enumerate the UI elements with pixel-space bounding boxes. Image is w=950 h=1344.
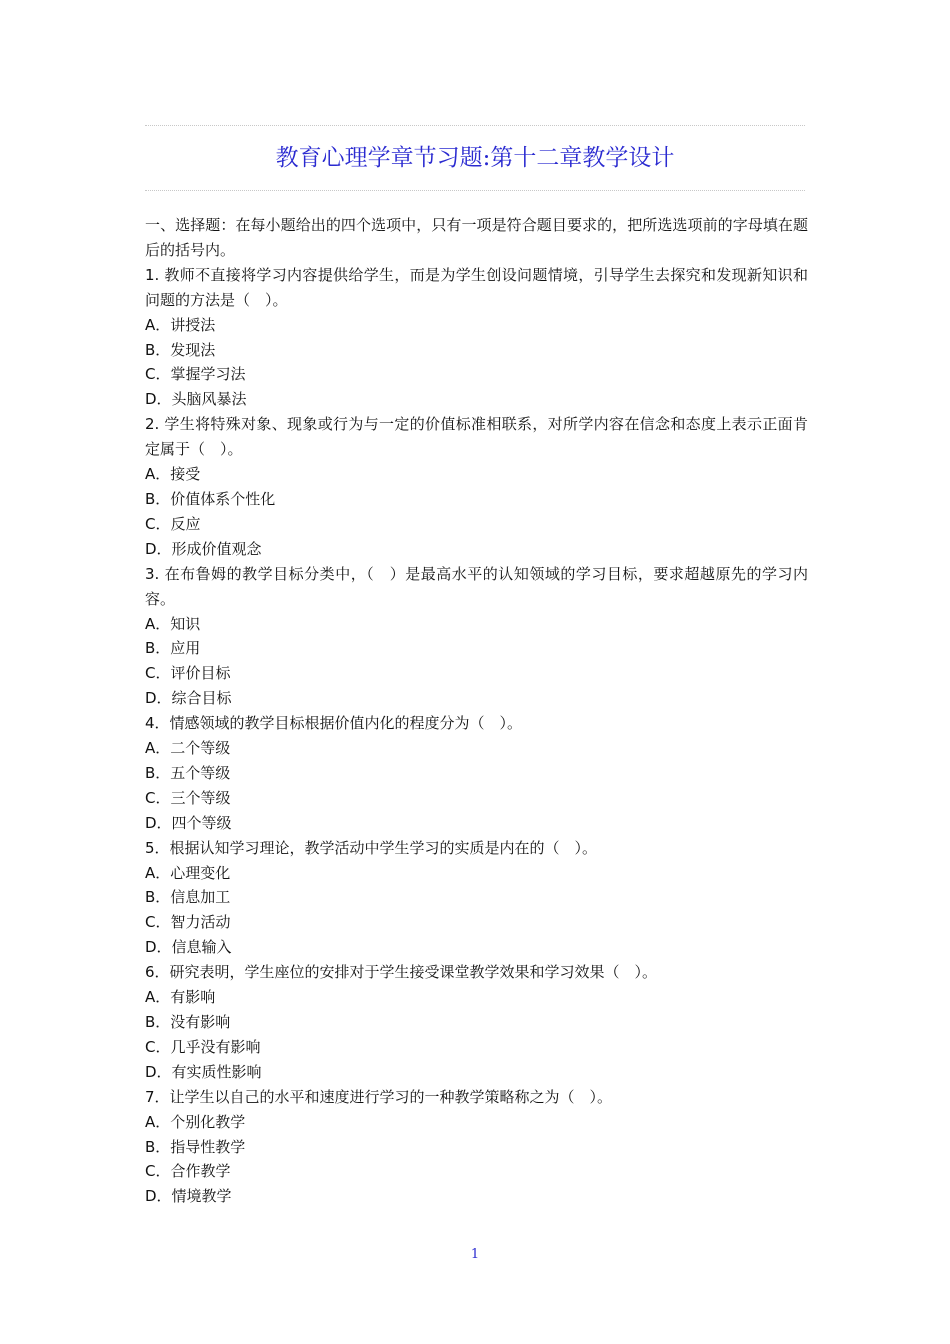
answer-option: C．反应 (145, 514, 201, 533)
answer-option: A．知识 (145, 614, 201, 633)
answer-option: A．讲授法 (145, 315, 216, 334)
question-block (145, 836, 808, 961)
question-text: 2. 学生将特殊对象、现象或行为与一定的价值标准相联系，对所学内容在信念和态度上表示正面肯定属于（ ）。 (145, 415, 808, 459)
question-list (145, 263, 808, 1209)
question-text: 5．根据认知学习理论，教学活动中学生学习的实质是内在的（ ）。 (145, 838, 598, 857)
answer-option: C．几乎没有影响 (145, 1037, 261, 1056)
answer-option: B．价值体系个性化 (145, 489, 276, 508)
answer-option: D．形成价值观念 (145, 539, 262, 558)
question-block (145, 562, 808, 711)
answer-option: B．应用 (145, 639, 201, 658)
answer-option: B．指导性教学 (145, 1137, 246, 1156)
answer-option: B．五个等级 (145, 763, 231, 782)
document-body (145, 213, 808, 1209)
answer-option: D．有实质性影响 (145, 1062, 262, 1081)
question-text: 3. 在布鲁姆的教学目标分类中，（ ）是最高水平的认知领域的学习目标，要求超越原先的学习内容。 (145, 564, 808, 608)
answer-option: A．个别化教学 (145, 1112, 246, 1131)
answer-option: C．智力活动 (145, 913, 231, 932)
section-instruction: 一、选择题：在每小题给出的四个选项中，只有一项是符合题目要求的，把所选选项前的字母填在题后的括号内。 (145, 216, 808, 259)
answer-option: A．二个等级 (145, 739, 231, 758)
question-text: 4．情感领域的教学目标根据价值内化的程度分为（ ）。 (145, 714, 523, 733)
answer-option: D．头脑风暴法 (145, 390, 247, 409)
answer-option: A．有影响 (145, 988, 216, 1007)
answer-option: C．三个等级 (145, 788, 231, 807)
answer-option: C．合作教学 (145, 1162, 231, 1181)
page-number: 1 (470, 1247, 480, 1262)
answer-option: D．情境教学 (145, 1187, 232, 1206)
answer-option: D．信息输入 (145, 938, 232, 957)
answer-option: A．心理变化 (145, 863, 231, 882)
answer-option: A．接受 (145, 465, 201, 484)
answer-option: C．掌握学习法 (145, 365, 246, 384)
top-divider (145, 125, 805, 126)
answer-option: D．四个等级 (145, 813, 232, 832)
answer-option: C．评价目标 (145, 664, 231, 683)
answer-option: B．没有影响 (145, 1013, 231, 1031)
answer-option: B．信息加工 (145, 888, 231, 907)
question-block (145, 1085, 808, 1210)
answer-option: B．发现法 (145, 340, 216, 359)
question-block (145, 960, 808, 1085)
page-title: 教育心理学章节习题:第十二章教学设计 (275, 145, 675, 171)
question-text: 1. 教师不直接将学习内容提供给学生，而是为学生创设问题情境，引导学生去探究和发现新知识和问题的方法是（ ）。 (145, 265, 808, 309)
question-block (145, 263, 808, 412)
answer-option: D．综合目标 (145, 689, 232, 708)
question-block (145, 711, 808, 836)
question-text: 7．让学生以自己的水平和速度进行学习的一种教学策略称之为（ ）。 (145, 1087, 613, 1106)
question-block (145, 412, 808, 561)
bottom-divider (145, 190, 805, 191)
question-text: 6．研究表明，学生座位的安排对于学生接受课堂教学效果和学习效果（ ）。 (145, 963, 658, 982)
